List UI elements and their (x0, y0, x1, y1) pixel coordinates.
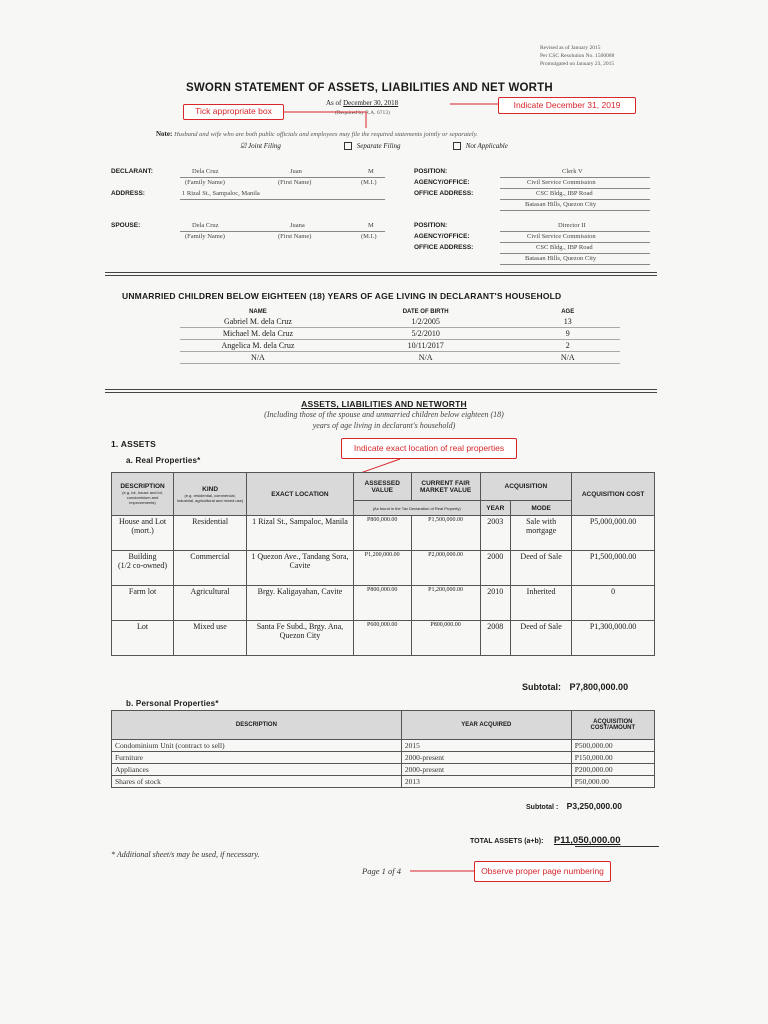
header-fair-value: CURRENT FAIR MARKET VALUE (411, 473, 480, 501)
personal-year: 2015 (401, 740, 571, 752)
as-of-date: December 30, 2018 (343, 99, 399, 107)
family-name-caption: (Family Name) (185, 233, 225, 240)
personal-description: Shares of stock (112, 776, 402, 788)
cell-location: Brgy. Kaligayahan, Cavite (247, 586, 354, 621)
declarant-office-1: CSC Bldg., IBP Road (536, 190, 593, 197)
children-title: UNMARRIED CHILDREN BELOW EIGHTEEN (18) YEARS OF AGE LIVING IN DECLARANT'S HOUSEHOLD (122, 291, 562, 301)
total-assets-label: TOTAL ASSETS (a+b): (470, 838, 544, 845)
header-description-label: DESCRIPTION (120, 483, 165, 490)
children-table (180, 308, 620, 364)
description-sub: (1/2 co-owned) (118, 561, 168, 570)
table-row (112, 621, 655, 656)
table-row (180, 316, 620, 328)
table-row (112, 776, 655, 788)
child-name: Gabriel M. dela Cruz (180, 316, 336, 328)
header-kind (174, 473, 247, 516)
description-text: House and Lot (mort.) (118, 517, 167, 535)
header-description (112, 473, 174, 516)
children-header-age: AGE (561, 309, 575, 315)
aln-subtitle-1: (Including those of the spouse and unmarried children below eighteen (18) (264, 410, 504, 419)
table-row (112, 586, 655, 621)
header-acquisition: ACQUISITION (480, 473, 572, 501)
real-properties-label: a. Real Properties* (126, 456, 201, 465)
callout-date: Indicate December 31, 2019 (498, 97, 636, 114)
header-assessed: ASSESSED VALUE (353, 473, 411, 501)
declarant-label: DECLARANT: (111, 168, 153, 175)
declarant-office-2: Batasan Hills, Quezon City (525, 201, 597, 208)
personal-description: Condominium Unit (contract to sell) (112, 740, 402, 752)
cell-assessed: P1,200,000.00 (353, 551, 411, 586)
checkbox-icon (344, 142, 352, 150)
cell-year: 2003 (480, 516, 510, 551)
declarant-agency: Civil Service Commission (527, 179, 596, 186)
promulgated-line: Promulgated on January 23, 2015 (540, 61, 615, 67)
separate-filing-label: Separate Filing (356, 142, 401, 150)
personal-cost: P150,000.00 (571, 752, 654, 764)
cell-kind: Commercial (174, 551, 247, 586)
tick-connector (284, 112, 366, 128)
personal-description: Appliances (112, 764, 402, 776)
table-row (112, 740, 655, 752)
personal-year: 2000-present (401, 752, 571, 764)
description-text: Farm lot (128, 587, 157, 596)
callout-location: Indicate exact location of real properties (341, 438, 517, 459)
table-row (112, 551, 655, 586)
header-mode: MODE (511, 501, 572, 516)
child-dob: 5/2/2010 (336, 328, 516, 340)
checkbox-icon (453, 142, 461, 150)
resolution-line: Per CSC Resolution No. 1500088 (540, 53, 615, 59)
personal-subtotal-value: P3,250,000.00 (566, 801, 622, 811)
aln-subtitle-2: years of age living in declarant's household) (312, 421, 456, 430)
child-name: Michael M. dela Cruz (180, 328, 336, 340)
position-label: POSITION: (414, 222, 448, 229)
cell-fair-value: P2,000,000.00 (411, 551, 480, 586)
real-subtotal-label: Subtotal: (522, 682, 561, 692)
personal-subtotal (526, 801, 622, 811)
cell-assessed: P800,000.00 (353, 516, 411, 551)
declarant-position: Clerk V (562, 168, 583, 175)
children-header-dob: DATE OF BIRTH (402, 309, 449, 315)
personal-subtotal-label: Subtotal : (526, 804, 559, 811)
cell-mode: Deed of Sale (511, 621, 572, 656)
children-header-name: NAME (249, 309, 267, 315)
cell-year: 2010 (480, 586, 510, 621)
personal-year: 2000-present (401, 764, 571, 776)
joint-filing-option[interactable] (240, 142, 281, 150)
family-name-caption: (Family Name) (185, 179, 225, 186)
joint-filing-label: Joint Filing (248, 142, 281, 150)
spouse-office-1: CSC Bldg., IBP Road (536, 244, 593, 251)
cell-location: 1 Rizal St., Sampaloc, Manila (247, 516, 354, 551)
header-kind-label: KIND (202, 485, 219, 493)
table-row (112, 752, 655, 764)
cell-cost: P5,000,000.00 (572, 516, 655, 551)
cell-year: 2000 (480, 551, 510, 586)
spouse-mi: M (368, 222, 374, 229)
mi-caption: (M.I.) (361, 233, 377, 240)
office-address-label: OFFICE ADDRESS: (414, 190, 474, 197)
real-properties-table (111, 472, 655, 656)
not-applicable-label: Not Applicable (465, 142, 508, 150)
cell-description (112, 516, 174, 551)
cell-fair-value: P1,200,000.00 (411, 586, 480, 621)
personal-cost: P500,000.00 (571, 740, 654, 752)
header-kind-sub: (e.g. residential, commercial, industrial, agricultural and mixed use) (176, 492, 244, 503)
header-year-acquired: YEAR ACQUIRED (401, 711, 571, 740)
agency-label: AGENCY/OFFICE: (414, 233, 470, 240)
cell-kind: Mixed use (174, 621, 247, 656)
footnote: * Additional sheet/s may be used, if necessary. (111, 850, 260, 859)
spouse-label: SPOUSE: (111, 222, 141, 229)
address-label: ADDRESS: (111, 190, 145, 197)
declarant-first-name: Juan (290, 168, 302, 175)
mi-caption: (M.I.) (361, 179, 377, 186)
table-row (112, 764, 655, 776)
revised-line: Revised as of January 2015 (540, 45, 601, 51)
cell-cost: P1,500,000.00 (572, 551, 655, 586)
real-subtotal (522, 682, 628, 692)
cell-fair-value: P800,000.00 (411, 621, 480, 656)
header-fair-value-sub: (As found in the Tax Declaration of Real Property) (353, 501, 480, 516)
child-dob: N/A (336, 352, 516, 364)
spouse-position: Director II (558, 222, 586, 229)
header-description: DESCRIPTION (112, 711, 402, 740)
child-age: N/A (515, 352, 620, 364)
cell-kind: Residential (174, 516, 247, 551)
cell-assessed: P600,000.00 (353, 621, 411, 656)
declarant-family-name: Dela Cruz (192, 168, 219, 175)
child-dob: 10/11/2017 (336, 340, 516, 352)
total-assets-value: P11,050,000.00 (553, 835, 621, 846)
assets-label: 1. ASSETS (111, 439, 156, 449)
table-row (180, 340, 620, 352)
agency-label: AGENCY/OFFICE: (414, 179, 470, 186)
cell-location: Santa Fe Subd., Brgy. Ana, Quezon City (247, 621, 354, 656)
header-description-sub: (e.g. lot, house and lot, condominium and improvements) (122, 490, 163, 505)
required-by: (Required by R.A. 6713) (335, 110, 390, 116)
personal-description: Furniture (112, 752, 402, 764)
section-divider (105, 389, 657, 393)
description-text: Lot (136, 622, 149, 631)
first-name-caption: (First Name) (278, 233, 312, 240)
note-text: Husband and wife who are both public officials and employees may file the required statements jointly or separately. (174, 131, 478, 138)
child-age: 13 (515, 316, 620, 328)
spouse-family-name: Dela Cruz (192, 222, 219, 229)
cell-cost: P1,300,000.00 (572, 621, 655, 656)
cell-assessed: P800,000.00 (353, 586, 411, 621)
cell-description (112, 551, 174, 586)
cell-kind: Agricultural (174, 586, 247, 621)
cell-cost: 0 (572, 586, 655, 621)
description-text: Building (128, 552, 157, 561)
table-row (180, 352, 620, 364)
personal-properties-table (111, 710, 655, 788)
page-title: SWORN STATEMENT OF ASSETS, LIABILITIES AND NET WORTH (186, 82, 553, 94)
as-of-label: As of (326, 99, 342, 107)
spouse-agency: Civil Service Commission (527, 233, 596, 240)
spouse-first-name: Juana (290, 222, 305, 229)
checked-box-icon: ☑ (240, 142, 247, 150)
header-acquisition-cost: ACQUISITION COST/AMOUNT (571, 711, 654, 740)
cell-fair-value: P1,500,000.00 (411, 516, 480, 551)
child-name: N/A (180, 352, 336, 364)
table-row (180, 328, 620, 340)
spouse-office-2: Batasan Hills, Quezon City (525, 255, 597, 262)
page-number: Page 1 of 4 (362, 866, 401, 876)
cell-mode: Deed of Sale (511, 551, 572, 586)
section-divider (105, 272, 657, 276)
aln-title: ASSETS, LIABILITIES AND NETWORTH (301, 399, 467, 409)
note-line (156, 130, 636, 138)
child-age: 9 (515, 328, 620, 340)
child-dob: 1/2/2005 (336, 316, 516, 328)
cell-description (112, 621, 174, 656)
cell-description (112, 586, 174, 621)
table-row (112, 516, 655, 551)
callout-tick-box: Tick appropriate box (183, 104, 284, 120)
child-name: Angelica M. dela Cruz (180, 340, 336, 352)
personal-properties-label: b. Personal Properties* (126, 699, 219, 708)
declarant-address: 1 Rizal St., Sampaloc, Manila (182, 190, 260, 197)
cell-location: 1 Quezon Ave., Tandang Sora, Cavite (247, 551, 354, 586)
personal-year: 2013 (401, 776, 571, 788)
office-address-label: OFFICE ADDRESS: (414, 244, 474, 251)
child-age: 2 (515, 340, 620, 352)
not-applicable-option[interactable] (453, 142, 508, 150)
personal-cost: P200,000.00 (571, 764, 654, 776)
header-location: EXACT LOCATION (247, 473, 354, 516)
personal-cost: P50,000.00 (571, 776, 654, 788)
position-label: POSITION: (414, 168, 448, 175)
callout-page-numbering: Observe proper page numbering (474, 861, 611, 882)
cell-mode: Inherited (511, 586, 572, 621)
cell-mode: Sale with mortgage (511, 516, 572, 551)
declarant-mi: M (368, 168, 374, 175)
separate-filing-option[interactable] (344, 142, 401, 150)
header-year: YEAR (480, 501, 510, 516)
real-subtotal-value: P7,800,000.00 (569, 682, 629, 692)
header-cost: ACQUISITION COST (572, 473, 655, 516)
cell-year: 2008 (480, 621, 510, 656)
first-name-caption: (First Name) (278, 179, 312, 186)
note-label: Note: (156, 130, 173, 138)
